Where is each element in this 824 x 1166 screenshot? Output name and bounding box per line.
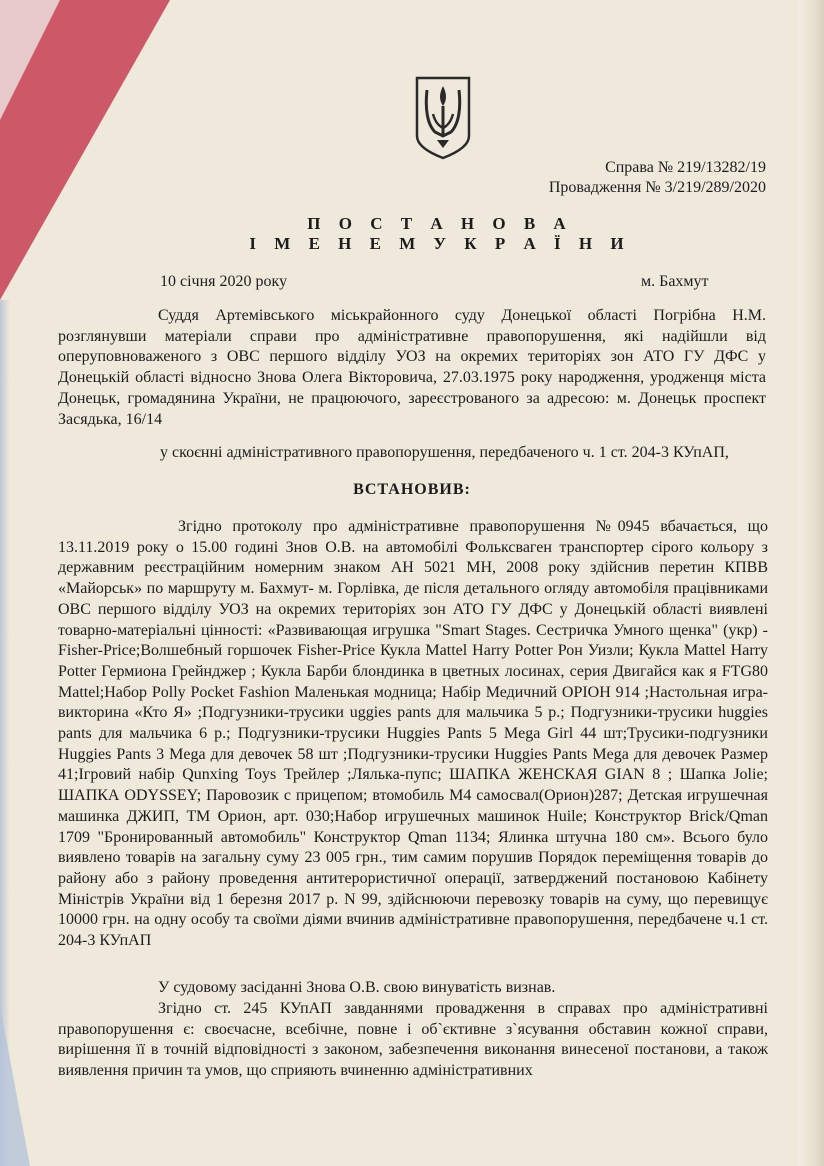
scan-artifact-right-edge xyxy=(798,0,824,1166)
article-paragraph: Згідно ст. 245 КУпАП завданнями провадження в справах про адміністративні правопорушення є: своєчасне, всебічне, повне і об`єктивне з`ясування обставин кожної справи, вирішення її в точній відповідності з законом, забезпечення виконання винесеної постанови, а також виявлення причин та умов, що сприяють вчиненню адміністративних xyxy=(58,1000,768,1080)
scan-artifact-light-corner xyxy=(0,0,60,120)
protocol-paragraph: Згідно протоколу про адміністративне правопорушення №0945 вбачається, що 13.11.2019 року о 15.00 годині Знов О.В. на автомобілі Фольксваген транспортер сірого кольору з державним реєстраційним номерним знаком АН 5021 МН, 2008 року здійснив перетин КПВВ «Майорськ» по маршруту м. Бахмут- м. Горлівка, де після детального огляду автомобіля працівниками ОВС першого відділу УОЗ на окремих територіях зон АТО ГУ ДФС у Донецькій області виявлені товарно-матеріальні цінності: «Развивающая игрушка "Smart Stages. Сестричка Умного щенка" (укр) - Fisher-Price;Волшебный горшочек Fisher-Price Кукла Mattel Harry Potter Рон Уизли; Кукла Mattel Harry Potter Гермиона Грейнджер ; Кукла Барби блондинка в цветных лосинах, серия Двигайся как я FTG80 Mattel;Набор Polly Pocket Fashion Маленькая модница; Набір Медичний ОРІОН 914 ;Настольная игра-викторина «Кто Я» ;Подгузники-трусики uggies pants для мальчика 5 р.; Подгузники-трусики huggies pants для мальчика 6 р.; Подгузники-трусики Huggies Pants 5 Mega Girl 44 шт;Трусики-подгузники Huggies Pants 3 Mega для девочек 58 шт ;Подгузники-трусики Huggies Pants Mega для девочек Размер 41;Ігровий набір Qunxing Toys Трейлер ;Лялька-пупс; ШАПКА ЖЕНСКАЯ GIAN 8 ; Шапка Jolie; ШАПКА ODYSSEY; Паровозик с прицепом; втомобиль M4 самосвал(Орион)287; Детская игрушечная машинка ДЖИП, ТМ Орион, арт. 030;Набор игрушечных машинок Huile; Конструктор Brick/Qman 1709 "Бронированный автомобиль" Конструктор Qman 1134; Ялинка штучна 180 см». Всього було виявлено товарів на загальну суму 23 005 грн., тим самим порушив Порядок переміщення товарів до району або з району проведення антитерористичної операції, затверджений постановою Кабінету Міністрів України від 1 березня 2017 р. N 99, здійснюючи перевозку товарів на суму, що перевищує 10000 грн. на одну особу та своїми діями вчинив адміністративне правопорушення, передбачене ч.1 ст. 204-3 КУпАП xyxy=(58,518,768,950)
judge-paragraph: Суддя Артемівського міськрайонного суду Донецької області Погрібна Н.М. розглянувши матеріали справи про адміністративне правопорушення, які надійшли від оперуповноваженого з ОВС першого відділу УОЗ на окремих територіях зон АТО ГУ ДФС у Донецькій області відносно Знова Олега Вікторовича, 27.03.1975 року народження, уродженця міста Донецьк, громадянина України, не працюючого, зареєстрованого за адресою: м. Донецьк проспект Засядька, 16/14 xyxy=(58,307,766,428)
offense-line: у скоєнні адміністративного правопорушення, передбаченого ч. 1 ст. 204-3 КУпАП, xyxy=(160,444,729,461)
trident-emblem-icon xyxy=(413,74,473,160)
decision-city: м. Бахмут xyxy=(641,273,709,290)
case-info xyxy=(549,158,766,198)
scan-artifact-bottom-left xyxy=(0,1006,30,1166)
proceeding-number: Провадження № 3/219/289/2020 xyxy=(548,179,766,196)
case-number: Справа № 219/13282/19 xyxy=(605,159,766,176)
decision-date: 10 січня 2020 року xyxy=(160,273,288,290)
established-heading: ВСТАНОВИВ: xyxy=(353,481,471,498)
document-subtitle: І М Е Н Е М У К Р А Ї Н И xyxy=(249,234,631,253)
guilt-paragraph: У судовому засіданні Знова О.В. свою винуватість визнав. xyxy=(158,979,556,996)
document-title: П О С Т А Н О В А xyxy=(307,214,573,233)
